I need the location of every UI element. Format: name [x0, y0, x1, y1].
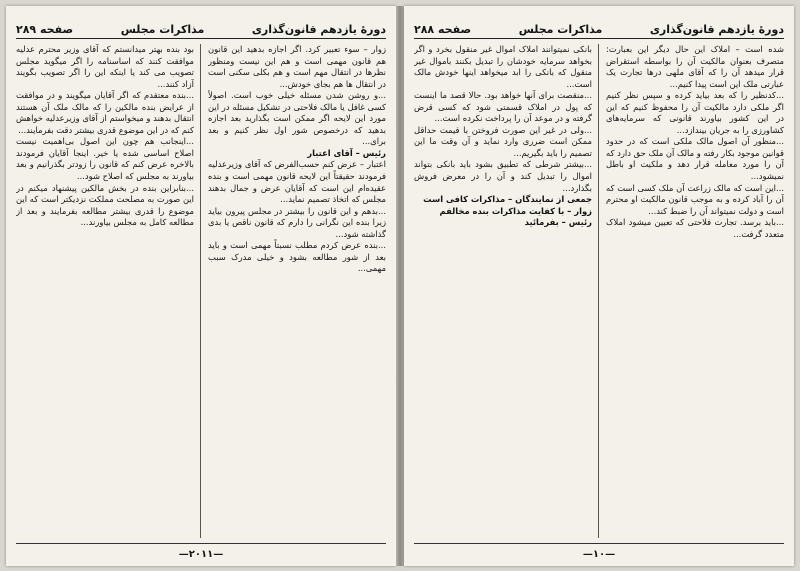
right-page-number-label: صفحه ۲۸۸ [414, 23, 472, 36]
right-page-running-title: مذاکرات مجلس [518, 23, 603, 36]
paragraph: بود بنده بهتر میدانستم که آقای وزیر محترم عدلیه موافقت کنند که اساسنامه را اگر میگوید مجلس تصویب می کند یا اینکه این را اگر تصویب بگویند آزاد کنند... [16, 44, 194, 89]
right-page [404, 6, 794, 566]
paragraph: ...و روشن شدن مسئله خیلی خوب است. اصولاً کسی غافل یا مالک فلاحتی در تشکیل مسئله در این مورد این لایحه اگر ممکن است بگذارید بعد اجازه بدهید که درخصوص شور اول نظر کنیم و بعد برای... [208, 90, 386, 147]
left-page-session-title: دورهٔ یازدهم قانون‌گذاری [251, 23, 386, 36]
paragraph: ...بنده معتقدم که اگر آقایان میگویند و در موافقت از عرایض بنده مالکین را که مالک ملک آن هستند انتقال بدهند و میخواستم از آقای وزیرعدلیه خواهش کنم که در این موضوع قدری بیشتر دقت بفرمایند... [16, 90, 194, 135]
left-page-column-divider [200, 44, 201, 538]
left-page-number-label: صفحه ۲۸۹ [16, 23, 74, 36]
left-page-footer-rule [16, 543, 386, 544]
left-page-footer-number: —۲۰۱۱— [178, 549, 224, 560]
left-page-column-right [208, 44, 386, 538]
speaker-heading: جمعی از نمایندگان – مذاکرات کافی است [423, 194, 592, 205]
paragraph: ...بیشتر شرطی که تطبیق بشود باید بانکی بتواند اموال را تبدیل کند و آن را در معرض فروش بگذارد... [414, 159, 592, 193]
paragraph: ...منقصت برای آنها خواهد بود. حالا قصد ما اینست که پول در املاک قسمتی شود که کسی قرض گرفته و در موعد آن را پرداخت نکرده است... [414, 90, 592, 124]
paragraph: ...بدهم و این قانون را بیشتر در مجلس پیرون بیاید زیرا بنده این نگرانی را دارم که قانون ناقص یا بدی گذاشته شود... [208, 205, 386, 239]
paragraph: ...بنابراین بنده در بخش مالکین پیشنهاد میکنم در این صورت به مصلحت مملکت نزدیکتر است که این موضوع را قدری بیشتر مطالعه بفرمایند و بعد از مطالعه کامل به مجلس بیاورند... [16, 182, 194, 228]
paragraph: ...اینجانب هم چون این اصول بی‌اهمیت نیست اصلاح اساسی شده یا خیر. اینجا آقایان فرمودند بالاخره عرض کنم که قانون را زودتر بگذرانیم و بعد بیاورند به مجلس که اصلاح شود... [16, 136, 194, 182]
paragraph: اعتبار – عرض کنم حسب‌الفرض که آقای وزیرعدلیه فرمودند حقیقتاً این لایحه قانون مهمی است و بنده عقیده‌ام این است که آقایان عرض و جمال بدهند مجلس که اتخاذ تصمیم نماید... [208, 159, 386, 205]
right-page-column-left [414, 44, 592, 538]
paragraph: بانکی نمیتوانند املاک اموال غیر منقول بخرد و اگر بخواهد سرمایه خودشان را تبدیل بکنند باموال غیر منقول که بانکی را ابد میخواهد اینها خودش مالک است... [414, 44, 592, 89]
right-page-footer-number: —۱۰— [582, 549, 616, 560]
paragraph: زوار – سوء تعبیر کرد. اگر اجازه بدهید این قانون هم قانون مهمی است و هم این نیست ومنظور نظرها در انتقال مهم است و هم بکلی سکنی است در انتقال ها هم بجای خودش... [208, 44, 386, 89]
paragraph: ...بنده عرض کردم مطلب نسبتاً مهمی است و باید بعد از شور مطالعه بشود و خیلی مدرک سبب مهمی... [208, 240, 386, 274]
right-page-header-rule [414, 38, 784, 39]
left-page [6, 6, 396, 566]
right-page-session-title: دورهٔ یازدهم قانون‌گذاری [649, 23, 784, 36]
paragraph: شده است – املاک این حال دیگر این بعبارت: متصرف بعنوان مالکیت آن را بواسطه استقراض قرار میدهد آن را که آقای ملهی درها تجارت یک عبارتی ملک این است پیدا کنیم... [606, 44, 784, 89]
left-page-header [16, 14, 386, 36]
speaker-heading: رئیس – آقای اعتبار [307, 147, 386, 158]
paragraph: ...کدنظیر را که بعد بیاید کرده و سپس نظر کنیم اگر ملکی دارد مالکیت آن را محفوظ کنیم که این در این کشور بیاورند قانونی که سرمایه‌های کشاورزی را به جریان بیندازد... [606, 90, 784, 135]
right-page-column-divider [598, 44, 599, 538]
speaker-heading: زوار – با کفایت مذاکرات بنده مخالفم [439, 205, 592, 216]
paragraph: ...منظور آن اصول مالک ملکی است که در حدود قوانین موجود بکار رفته و مالک آن ملک حق دارد که آن را مورد معامله قرار دهد و ملکیت او باطل نمیشود... [606, 136, 784, 182]
book-gutter [396, 6, 404, 566]
left-page-column-left [16, 44, 194, 538]
left-page-header-rule [16, 38, 386, 39]
speaker-heading: رئیس – بفرمائید [524, 217, 592, 228]
paragraph: ...ولی در غیر این صورت فروختن با قیمت حداقل ممکن است ضرری وارد نماید و آن وقت ما این تصمیم را باید بگیریم... [414, 124, 592, 158]
right-page-footer-rule [414, 543, 784, 544]
paragraph: ...باید برسد. تجارت فلاحتی که تعیین میشود املاک متعدد گرفت... [606, 217, 784, 239]
right-page-column-right [606, 44, 784, 538]
right-page-header [414, 14, 784, 36]
paragraph: ...این است که مالک زراعت آن ملک کسی است که آن را آباد کرده و به موجب قانون مالکیت او محترم است و دولت نمیتواند آن را ضبط کند... [606, 182, 784, 216]
left-page-running-title: مذاکرات مجلس [120, 23, 205, 36]
